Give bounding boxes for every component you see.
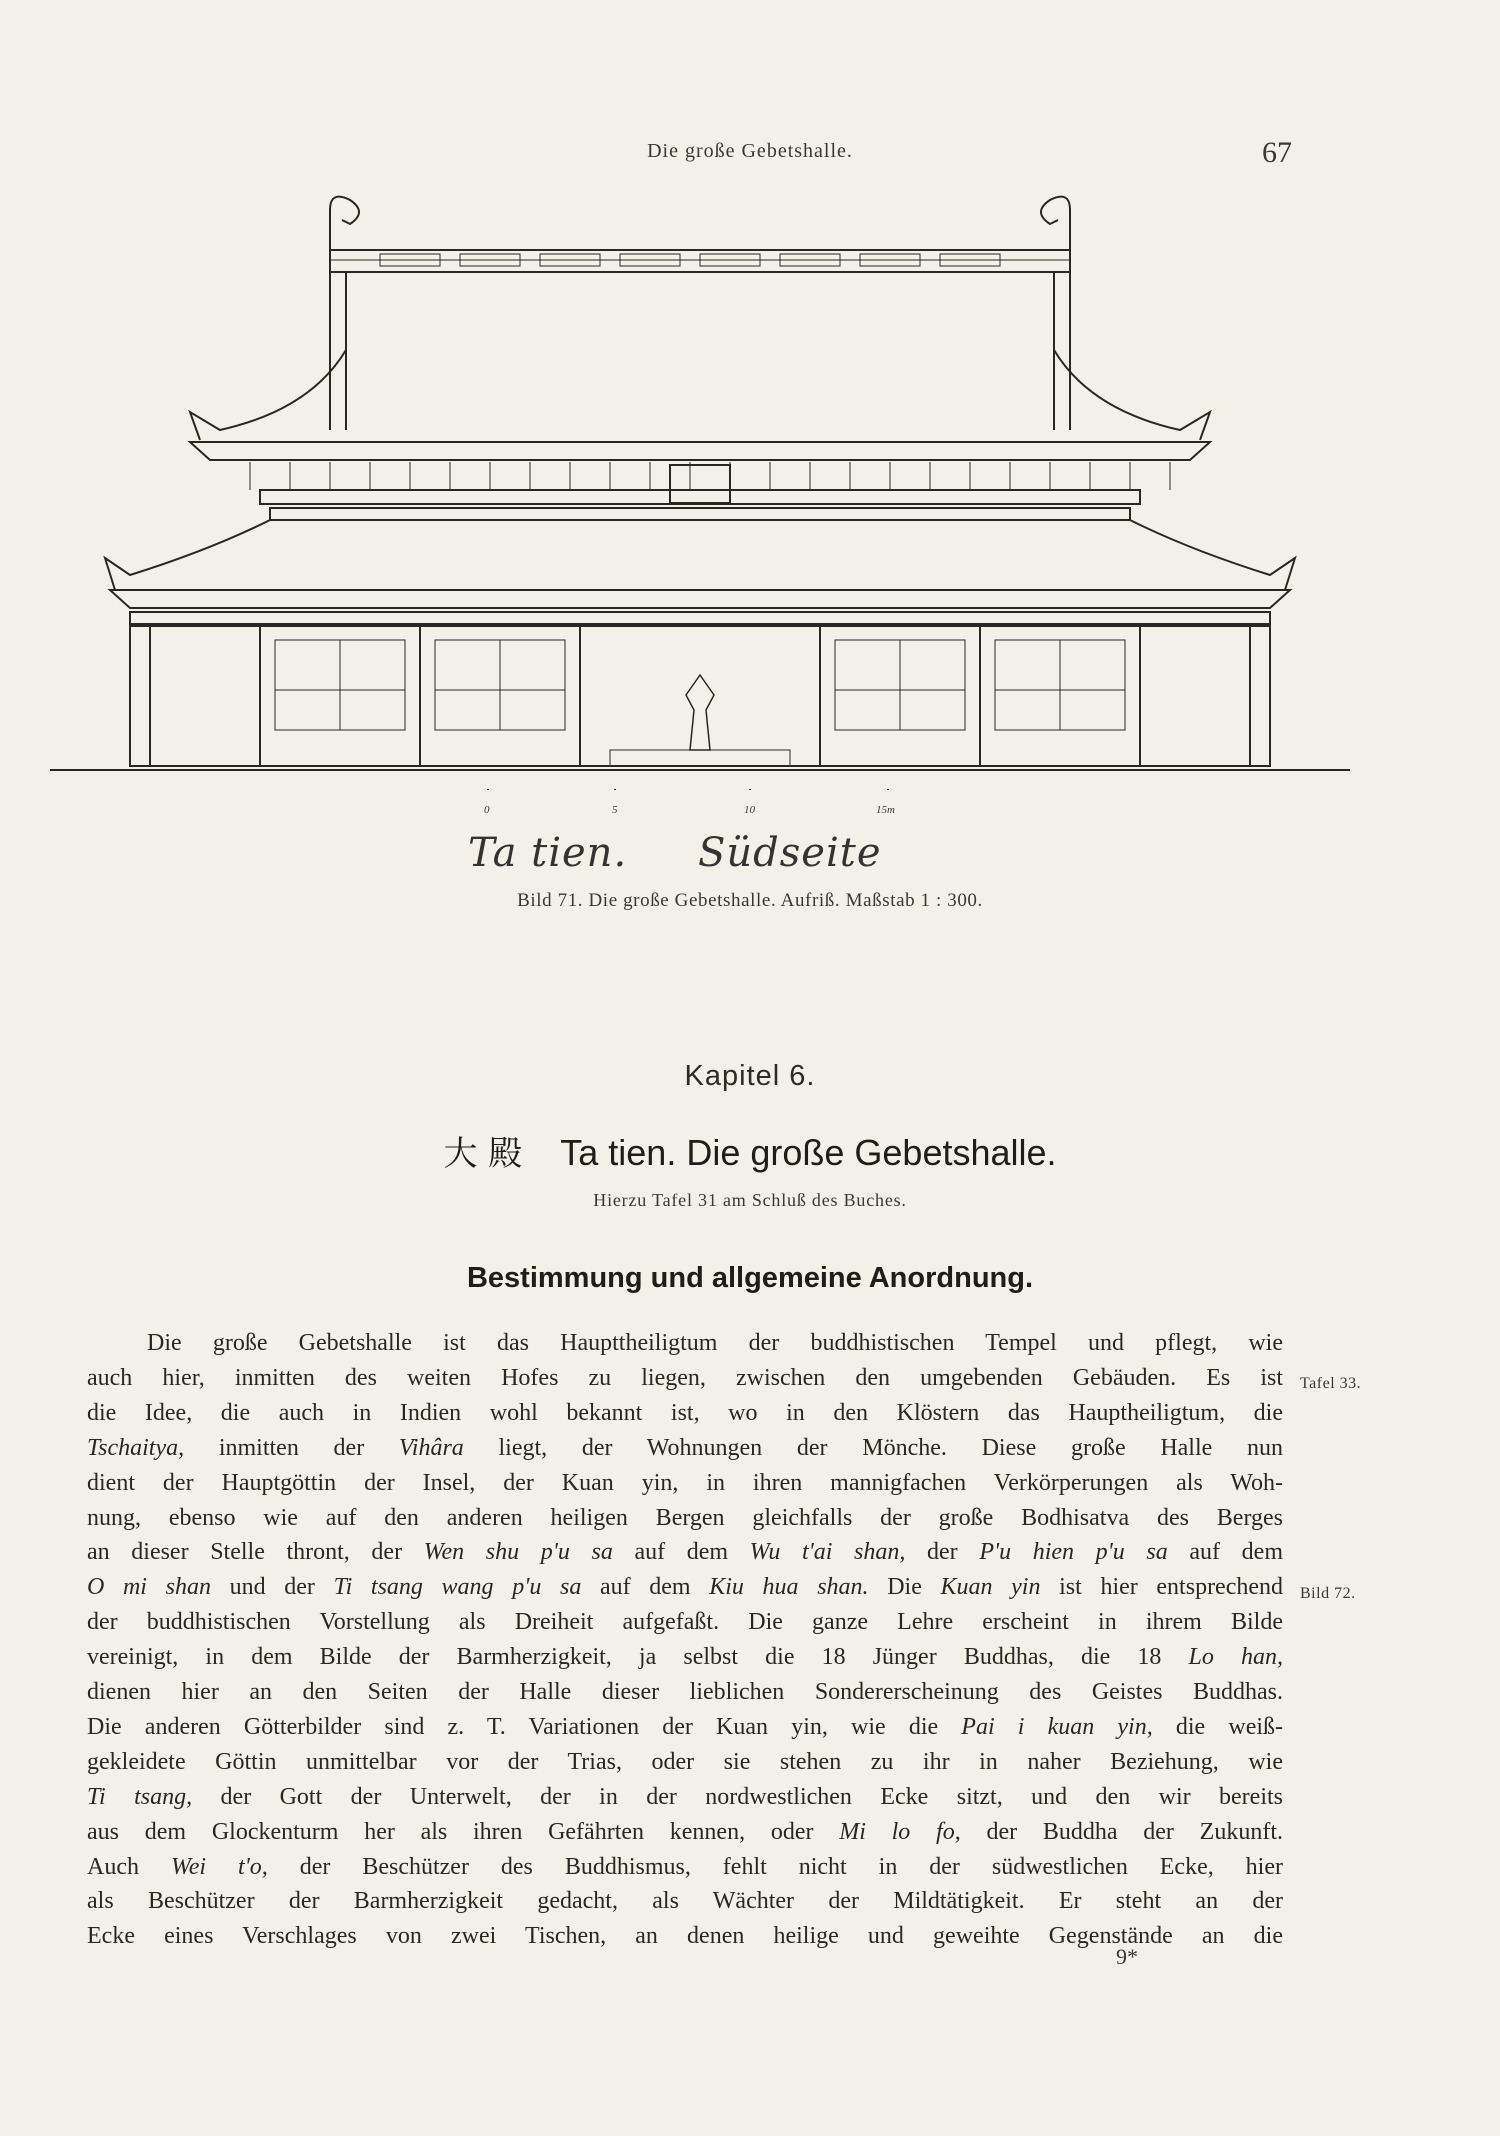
italic-term: O mi shan	[87, 1574, 211, 1601]
incense-burner	[686, 675, 714, 750]
text-run: dienen hier an den Seiten der Halle dieser lieblichen Sondererscheinung des Geistes Buddhas.	[87, 1679, 1283, 1705]
chapter-title-text: Ta tien. Die große Gebetshalle.	[560, 1132, 1057, 1173]
figure-caption: Bild 71. Die große Gebetshalle. Aufriß. Maßstab 1 : 300.	[517, 890, 983, 911]
italic-term: Vihâra	[398, 1434, 464, 1461]
section-heading: Bestimmung und allgemeine Anordnung.	[466, 1262, 1034, 1294]
text-run: liegt, der Wohnungen der Mönche. Diese große Halle nun	[463, 1434, 1283, 1461]
upper-beam	[260, 490, 1140, 504]
italic-term: Ti tsang wang p'u sa	[333, 1574, 582, 1601]
scale-mark-10: 10	[744, 804, 755, 816]
margin-note-tafel: Tafel 33.	[1300, 1375, 1362, 1392]
steps	[610, 750, 790, 766]
text-run: vereinigt, in dem Bilde der Barmherzigkeit, ja selbst die 18 Jünger Buddhas, die 18	[87, 1644, 1189, 1671]
text-run: Die große Gebetshalle ist das Haupttheiligtum der buddhistischen Tempel und pflegt, wie	[147, 1330, 1283, 1356]
text-line	[87, 1749, 1283, 1776]
left-ridge-ornament	[330, 197, 359, 272]
script-caption-right: Südseite	[698, 830, 882, 876]
right-ridge-ornament	[1041, 197, 1070, 272]
scale-mark-5: 5	[612, 804, 618, 816]
running-head: Die große Gebetshalle.	[647, 140, 853, 162]
columns	[150, 626, 1250, 766]
text-run: die weiß-	[1152, 1713, 1284, 1740]
text-run: an dieser Stelle thront, der	[87, 1539, 424, 1566]
italic-term: Kiu hua shan.	[709, 1574, 869, 1601]
lower-right-eave	[1130, 520, 1295, 590]
scale-mark-0: 0	[484, 804, 490, 816]
text-line	[87, 1574, 1283, 1601]
text-run: gekleidete Göttin unmittelbar vor der Trias, oder sie stehen zu ihr in naher Beziehung, wie	[87, 1748, 1283, 1775]
text-run: auf dem	[612, 1539, 750, 1566]
italic-term: Tschaitya,	[87, 1434, 185, 1461]
text-line	[87, 1819, 1283, 1846]
italic-term: Lo han,	[1188, 1644, 1283, 1671]
text-run: auf dem	[581, 1574, 710, 1601]
italic-term: Wei t'o,	[170, 1853, 268, 1880]
upper-right-eave	[1054, 350, 1210, 440]
text-run: Die	[868, 1574, 941, 1601]
margin-note-bild: Bild 72.	[1300, 1585, 1356, 1602]
hall-elevation-drawing	[50, 190, 1350, 790]
upper-eave-band	[190, 442, 1210, 460]
text-run: der Beschützer des Buddhismus, fehlt nicht in der südwestlichen Ecke, hier	[267, 1853, 1283, 1880]
italic-term: Wen shu p'u sa	[423, 1539, 613, 1566]
text-line	[87, 1539, 1283, 1566]
upper-left-eave	[190, 350, 346, 440]
chapter-title	[0, 1126, 1500, 1175]
text-run: Ecke eines Verschlages von zwei Tischen, an denen heilige und geweihte Gegenstände an die	[87, 1923, 1283, 1950]
italic-term: Ti tsang,	[87, 1783, 193, 1810]
text-run: Auch	[87, 1853, 171, 1880]
signature-mark: 9*	[1116, 1944, 1138, 1969]
text-line	[87, 1714, 1283, 1741]
chinese-characters: 大 殿	[443, 1134, 523, 1174]
text-line	[87, 1505, 1283, 1532]
text-run: der	[905, 1539, 980, 1566]
text-line	[87, 1888, 1283, 1915]
italic-term: Wu t'ai shan,	[749, 1539, 906, 1566]
text-run: ist hier entsprechend	[1040, 1574, 1284, 1601]
text-line	[87, 1679, 1283, 1706]
italic-term: P'u hien p'u sa	[979, 1539, 1168, 1566]
text-line	[87, 1470, 1283, 1497]
text-run: dient der Hauptgöttin der Insel, der Kuan yin, in ihren mannigfachen Verkörperungen als Woh-	[87, 1469, 1283, 1496]
lower-eave-band	[110, 590, 1290, 608]
hall-body	[130, 626, 1270, 766]
text-run: der Buddha der Zukunft.	[960, 1818, 1283, 1845]
script-caption-left: Ta tien.	[468, 830, 628, 876]
text-line	[87, 1923, 1283, 1950]
text-run: der buddhistischen Vorstellung als Dreiheit aufgefaßt. Die ganze Lehre erscheint in ihrem Bilde	[87, 1609, 1283, 1636]
upper-bracket-row	[250, 462, 1170, 490]
text-run: auf dem	[1167, 1539, 1283, 1566]
plate-reference: Hierzu Tafel 31 am Schluß des Buches.	[593, 1190, 907, 1210]
text-line	[87, 1400, 1283, 1427]
lower-frieze	[130, 612, 1270, 624]
frieze	[270, 508, 1130, 520]
text-run: der Gott der Unterwelt, der in der nordwestlichen Ecke sitzt, und den wir bereits	[192, 1783, 1283, 1810]
lattice-doors	[275, 640, 1125, 730]
text-run: inmitten der	[184, 1434, 399, 1461]
name-board	[670, 465, 730, 503]
text-line	[87, 1644, 1283, 1671]
page-number: 67	[1262, 136, 1292, 169]
text-run: aus dem Glockenturm her als ihren Gefährten kennen, oder	[87, 1818, 840, 1845]
text-line	[87, 1435, 1283, 1462]
text-line	[87, 1784, 1283, 1811]
italic-term: Mi lo fo,	[839, 1818, 961, 1845]
text-run: und der	[210, 1574, 334, 1601]
text-run: auch hier, inmitten des weiten Hofes zu liegen, zwischen den umgebenden Gebäuden. Es ist	[87, 1364, 1283, 1391]
chapter-label: Kapitel 6.	[684, 1060, 816, 1092]
text-run: als Beschützer der Barmherzigkeit gedacht, als Wächter der Mildtätigkeit. Er steht an der	[87, 1888, 1283, 1915]
text-line	[87, 1330, 1283, 1357]
text-line	[87, 1609, 1283, 1636]
italic-term: Kuan yin	[940, 1574, 1041, 1601]
lower-left-eave	[105, 520, 270, 590]
text-run: Die anderen Götterbilder sind z. T. Variationen der Kuan yin, wie die	[87, 1713, 962, 1740]
scale-mark-15m: 15m	[876, 804, 895, 816]
text-run: die Idee, die auch in Indien wohl bekannt ist, wo in den Klöstern das Hauptheiligtum, die	[87, 1399, 1283, 1426]
text-line	[87, 1365, 1283, 1392]
text-line	[87, 1854, 1283, 1881]
text-run: nung, ebenso wie auf den anderen heiligen Bergen gleichfalls der große Bodhisatva des Berges	[87, 1504, 1283, 1531]
italic-term: Pai i kuan yin,	[961, 1713, 1153, 1740]
scale-bar	[488, 789, 888, 790]
